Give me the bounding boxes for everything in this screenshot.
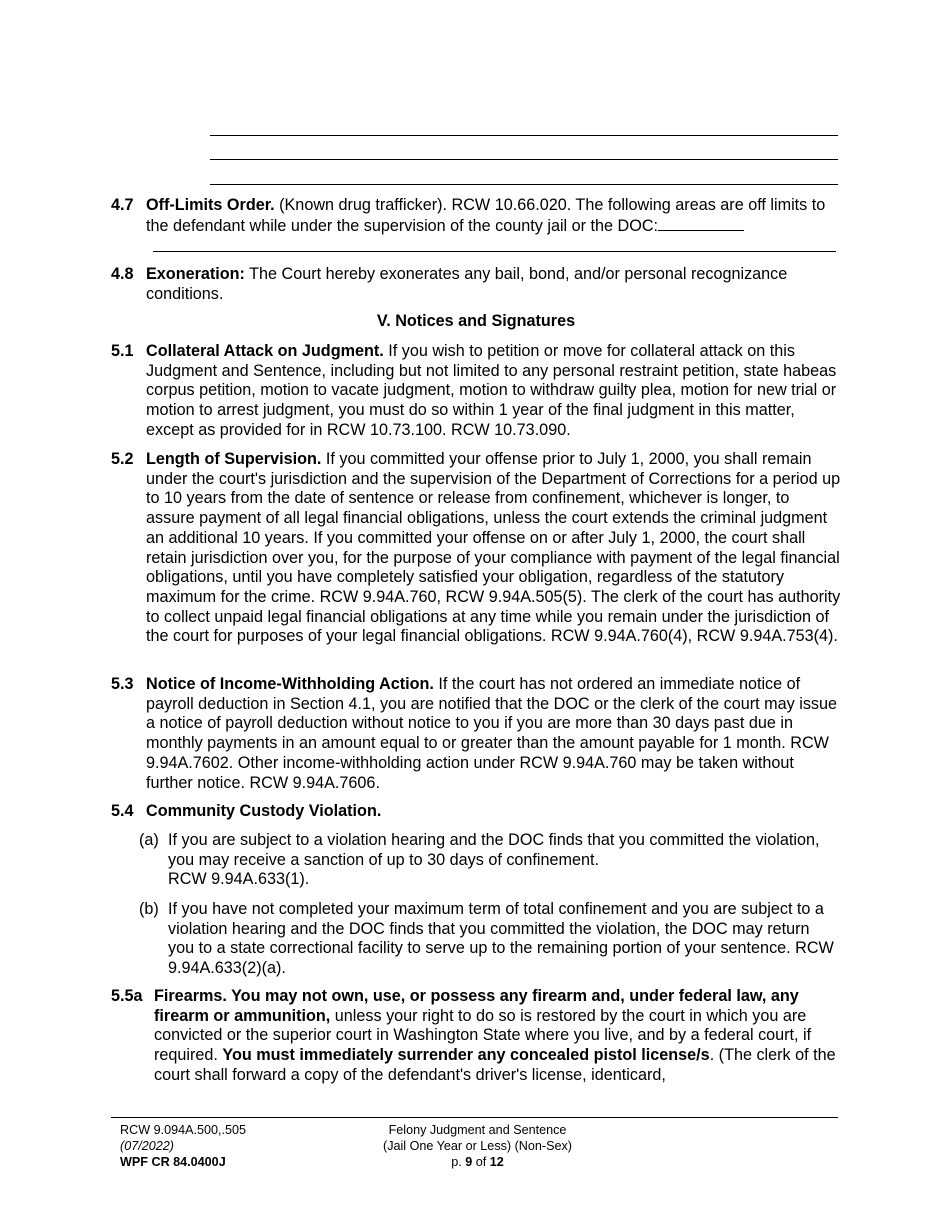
section-5-2 <box>111 450 841 647</box>
section-title: Off-Limits Order. <box>146 196 275 214</box>
section-text: If you committed your offense prior to July 1, 2000, you shall remain under the court's jurisdiction and the supervision of the Department of Corrections for a period up to 10 years from the date of sentence or release from confinement, whichever is longer, to assure payment of all legal financial obligations, unless the court extends the criminal judgment an additional 10 years. If you committed your offense on or after July 1, 2000, the court shall retain jurisdiction over you, for the purpose of your compliance with payment of the legal financial obligations, until you have completely satisfied your obligation, regardless of the statutory maximum for the crime. RCW 9.94A.760, RCW 9.94A.505(5). The clerk of the court has authority to collect unpaid legal financial obligations at any time while you remain under the jurisdiction of the court for purposes of your legal financial obligations. RCW 9.94A.760(4), RCW 9.94A.753(4). <box>146 450 841 646</box>
subsection-b <box>139 900 839 979</box>
section-text: If you wish to petition or move for collateral attack on this Judgment and Sentence, including but not limited to any personal restraint petition, state habeas corpus petition, motion to vacate judgment, motion to withdraw guilty plea, motion for new trial or motion to arrest judgment, you must do so within 1 year of the final judgment in this matter, except as provided for in RCW 10.73.100. RCW 10.73.090. <box>146 342 837 439</box>
footer-center <box>330 1122 625 1170</box>
section-5-3 <box>111 675 841 793</box>
subsection-a <box>139 831 839 890</box>
section-4-8 <box>111 265 841 304</box>
subsection-cite: RCW 9.94A.633(1). <box>168 870 310 889</box>
section-title: Notice of Income-Withholding Action. <box>146 675 434 693</box>
blank-line <box>210 135 838 136</box>
section-5-1 <box>111 342 841 441</box>
subsection-label: (b) <box>139 900 159 918</box>
page-prefix: p. <box>451 1155 466 1169</box>
section-4-7 <box>111 196 841 236</box>
page-number <box>330 1154 625 1170</box>
blank-line <box>210 159 838 160</box>
blank-line <box>210 184 838 185</box>
section-number: 4.7 <box>111 196 134 214</box>
section-number: 5.2 <box>111 450 134 468</box>
section-5-4 <box>111 802 841 822</box>
section-title: Community Custody Violation. <box>146 802 382 820</box>
subsection-text: If you are subject to a violation hearing and the DOC finds that you committed the violation, you may receive a sanction of up to 30 days of confinement. <box>168 831 820 869</box>
subsection-label: (a) <box>139 831 159 849</box>
section-title: Firearms. You may not own, use, or possess any firearm and, under federal law, any firearm or ammunition, <box>154 987 799 1025</box>
subsection-text: If you have not completed your maximum term of total confinement and you are subject to a violation hearing and the DOC finds that you committed the violation, the DOC may return you to a state correctional facility to serve up to the remaining portion of your sentence. RCW 9.94A.633(2)(a). <box>168 900 834 978</box>
total-pages: 12 <box>489 1155 504 1169</box>
section-text: If the court has not ordered an immediate notice of payroll deduction in Section 4.1, you are notified that the DOC or the clerk of the court may issue a notice of payroll deduction without notice to you if you are more than 30 days past due in monthly payments in an amount equal to or greater than the amount payable for 1 month. RCW 9.94A.7602. Other income-withholding action under RCW 9.94A.760 may be taken without further notice. RCW 9.94A.7606. <box>146 675 838 792</box>
page-of: of <box>472 1155 490 1169</box>
current-page: 9 <box>465 1155 473 1169</box>
section-text: . (The clerk of the court shall forward a copy of the defendant's driver's license, identicard, <box>154 1046 836 1084</box>
section-text: The Court hereby exonerates any bail, bond, and/or personal recognizance conditions. <box>146 265 788 303</box>
notices-heading: V. Notices and Signatures <box>376 312 576 330</box>
footer-left <box>120 1122 246 1170</box>
section-number: 5.3 <box>111 675 134 693</box>
footer-rcw: RCW 9.094A.500,.505 <box>120 1123 247 1137</box>
footer-title: Felony Judgment and Sentence <box>388 1123 567 1137</box>
section-number: 5.1 <box>111 342 134 360</box>
section-number: 5.5a <box>111 987 143 1005</box>
section-text: unless your right to do so is restored by the court in which you are convicted or the superior court in Washington State where you live, and by a federal court, if required. <box>154 1006 812 1065</box>
section-title: Length of Supervision. <box>146 450 322 468</box>
section-text: (Known drug trafficker). RCW 10.66.020. The following areas are off limits to the defendant while under the supervision of the county jail or the DOC: <box>146 196 826 235</box>
off-limits-blank <box>658 216 744 231</box>
footer-subtitle: (Jail One Year or Less) (Non-Sex) <box>383 1139 572 1153</box>
footer-form-number: WPF CR 84.0400J <box>120 1155 226 1169</box>
off-limits-blank-line <box>153 251 836 252</box>
section-title: Exoneration: <box>146 265 245 283</box>
section-number: 5.4 <box>111 802 134 820</box>
section-title: Collateral Attack on Judgment. <box>146 342 384 360</box>
section-bold-text: You must immediately surrender any concealed pistol license/s <box>222 1046 710 1065</box>
footer-rule <box>111 1117 838 1118</box>
section-number: 4.8 <box>111 265 134 283</box>
footer-date: (07/2022) <box>120 1139 174 1153</box>
section-5-5a <box>111 987 841 1086</box>
